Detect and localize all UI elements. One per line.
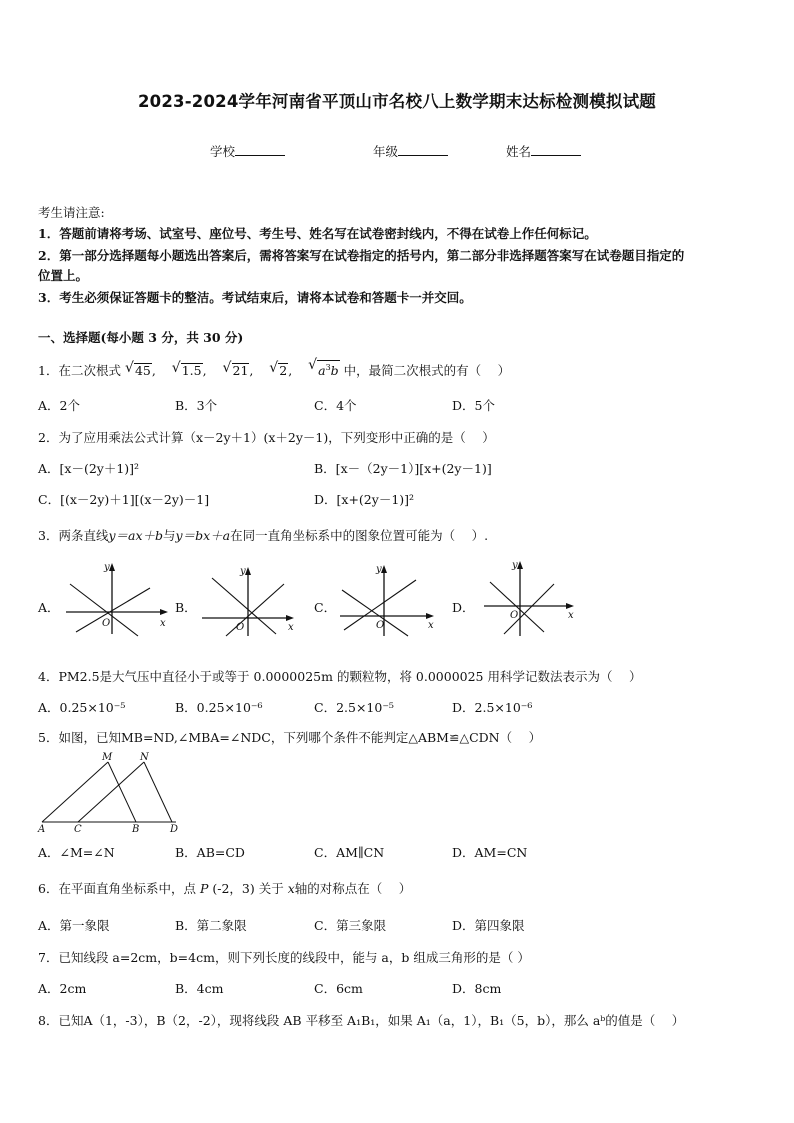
q3-d-x-label: x [568,610,574,621]
q7-option-a: A．2cm [38,981,87,996]
q3-d-line-2 [504,584,554,634]
grade-label: 年级 [373,144,399,159]
q3-d-y-arrow [517,561,523,569]
q3-b-y-arrow [245,567,251,575]
q5-label-d: D [170,824,179,835]
q3-c-x-arrow [426,613,434,619]
q3-d-origin: O [510,610,519,621]
q5-option-d: D．AM=CN [452,845,528,860]
q2-option-c: C．[(x－2y)＋1][(x－2y)－1] [38,492,210,507]
question-5: 5．如图，已知MB=ND,∠MBA=∠NDC，下列哪个条件不能判定△ABM≌△CDN（ ） [38,730,542,745]
q6-option-b: B．第二象限 [175,918,247,933]
q5-line-nd [144,762,172,822]
q3-b-line-2 [226,584,284,636]
school-field [210,142,285,160]
note-item-2: 2．第一部分选择题每小题选出答案后，需将答案写在试卷指定的括号内，第二部分非选择题答案写在试卷题目指定的 [38,248,685,263]
q3-a-line-2 [76,588,150,632]
q3-a-y-label: y [104,562,110,573]
grade-blank [398,143,448,156]
q5-figure [36,750,196,836]
q5-label-n: N [140,752,149,763]
page-title: 2023-2024学年河南省平顶山市名校八上数学期末达标检测模拟试题 [138,92,656,111]
q3-a-x-arrow [160,609,168,615]
question-8: 8．已知A（1，-3），B（2，-2），现将线段 AB 平移至 A₁B₁，如果 A₁（a，1），B₁（5，b），那么 aᵇ的值是（ ） [38,1013,685,1028]
q2-option-a: A．[x－(2y＋1)]² [38,461,140,476]
q4-option-c: C．2.5×10⁻⁵ [314,700,394,715]
q3-b-x-label: x [288,622,294,633]
q3-b-y-label: y [240,566,246,577]
question-2: 2．为了应用乘法公式计算（x－2y＋1）(x＋2y－1)，下列变形中正确的是（ ） [38,430,495,445]
q1-option-b: B．3个 [175,398,218,413]
q2-option-d: D．[x+(2y－1)]² [314,492,415,507]
q4-option-d: D．2.5×10⁻⁶ [452,700,533,715]
notes-heading: 考生请注意: [38,205,105,220]
q3-prefix: 3．两条直线 [38,528,109,543]
q3-label-d: D． [452,600,475,615]
name-field [506,142,581,160]
q6-axis: x [287,881,295,896]
q3-a-origin: O [102,618,111,629]
q6-prefix: 6．在平面直角坐标系中，点 [38,881,196,896]
q1-radical-1: √ 45 [124,360,151,379]
note-item-3: 3．考生必须保证答题卡的整洁。考试结束后，请将本试卷和答题卡一并交回。 [38,290,472,305]
q6-option-a: A．第一象限 [38,918,110,933]
q3-d-y-label: y [512,560,518,571]
q1-option-d: D．5个 [452,398,495,413]
q3-suffix: 在同一直角坐标系中的图象位置可能为（ ）. [230,528,489,543]
q3-a-y-arrow [109,563,115,571]
q3-label-c: C． [314,600,337,615]
q6-option-c: C．第三象限 [314,918,387,933]
q3-c-x-label: x [428,620,434,631]
q1-radical-5: √ $a^3b$ [308,357,339,379]
name-blank [531,143,581,156]
q3-graph-a [62,560,172,640]
q5-label-m: M [102,752,113,763]
q3-label-a: A． [38,600,60,615]
q6-point: P [199,881,209,896]
name-label: 姓名 [506,144,532,159]
q3-label-b: B． [175,600,197,615]
q6-suffix: 轴的对称点在（ ） [294,881,412,896]
q3-b-origin: O [236,622,245,633]
q3-eq2: y＝bx＋a [175,528,231,543]
grade-field [373,142,448,160]
q5-option-b: B．AB=CD [175,845,245,860]
q6-option-d: D．第四象限 [452,918,525,933]
q3-d-line-1 [490,582,544,632]
q1-option-c: C．4个 [314,398,357,413]
q5-option-c: C．AM∥CN [314,845,385,860]
q1-radical-4: √ 2 [269,360,288,379]
note-item-2-cont: 位置上。 [38,268,89,283]
q3-graph-c [336,558,446,640]
q7-option-c: C．6cm [314,981,363,996]
q7-option-d: D．8cm [452,981,502,996]
q5-label-c: C [74,824,82,835]
q1-radical-3: √ 21 [222,360,249,379]
q4-option-a: A．0.25×10⁻⁵ [38,700,126,715]
q6-mid: 关于 [258,881,284,896]
q5-line-mb [108,762,136,822]
q3-mid: 与 [163,528,176,543]
q3-c-y-arrow [381,565,387,573]
q3-c-line-1 [342,590,408,636]
q4-option-b: B．0.25×10⁻⁶ [175,700,263,715]
q6-coords: (-2，3) [212,881,255,896]
section-heading: 一、选择题(每小题 3 分，共 30 分) [38,330,244,345]
q1-prefix: 1．在二次根式 [38,363,121,379]
q3-a-x-label: x [160,618,166,629]
q3-graph-b [198,560,308,640]
q2-option-b: B．[x－（2y－1）][x+(2y－1)] [314,461,492,476]
q1-suffix: 中，最简二次根式的有（ ） [343,363,511,379]
question-4: 4．PM2.5是大气压中直径小于或等于 0.0000025m 的颗粒物，将 0.0000025 用科学记数法表示为（ ） [38,669,642,684]
question-3 [38,526,488,544]
q3-b-x-arrow [286,615,294,621]
note-item-1: 1．答题前请将考场、试室号、座位号、考生号、姓名写在试卷密封线内，不得在试卷上作任何标记。 [38,226,597,241]
q5-line-am [42,762,108,822]
school-label: 学校 [210,144,236,159]
q1-option-a: A．2个 [38,398,80,413]
q3-c-origin: O [376,620,385,631]
question-6 [38,879,411,897]
question-1: 1．在二次根式 √ 45, √ 1.5, √ 21, √ 2, √ $a^3b$ 中，最简二次根式的有（ ） [38,357,511,379]
q5-option-a: A．∠M=∠N [38,845,115,860]
school-blank [235,143,285,156]
q3-c-y-label: y [376,564,382,575]
q5-line-cn [78,762,144,822]
q5-label-a: A [38,824,46,835]
q5-label-b: B [132,824,140,835]
q7-option-b: B．4cm [175,981,224,996]
q3-eq1: y＝ax＋b [108,528,164,543]
question-7: 7．已知线段 a=2cm，b=4cm，则下列长度的线段中，能与 a，b 组成三角形的是（ ） [38,950,530,965]
q3-graph-d [480,556,590,640]
q3-d-x-arrow [566,603,574,609]
q1-radical-2: √ 1.5 [171,360,202,379]
